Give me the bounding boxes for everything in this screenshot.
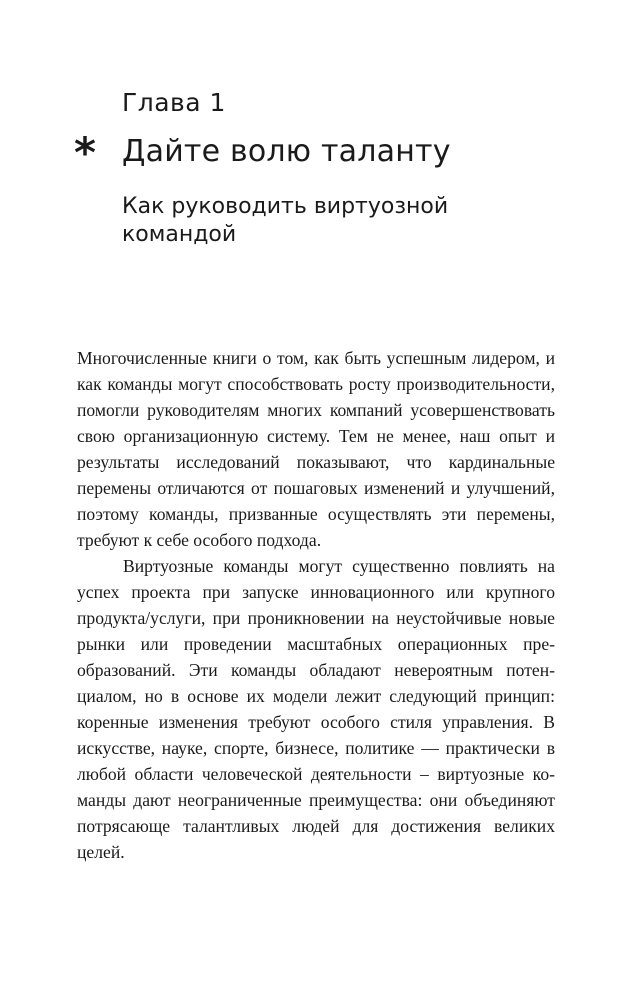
chapter-subtitle: [122, 193, 482, 249]
chapter-title: Дайте волю таланту: [122, 134, 451, 169]
paragraph-1: Многочисленные книги о том, как быть успешным лидером, и как команды могут способствовать росту производительности, помогли руководителям многих компаний усовершенствовать свою организационную систему. Тем не менее, наш опыт и результаты исследований показывают, что кардинальные перемены отличаются от пошаговых изменений и улучшений, поэтому команды, призванные осуществлять эти перемены, требуют к себе особого подхода.: [77, 348, 555, 550]
chapter-number: Глава 1: [122, 88, 226, 117]
chapter-subtitle-line-2: командой: [122, 222, 237, 247]
paragraph-2: Виртуозные команды могут существенно повлиять на успех проекта при запуске инновационного или крупного продукта/услуги, при проникновении на неустойчивые новые рынки или проведении масштабных операционных преобразований. Эти команды обладают невероятным потенциалом, но в основе их модели лежит следующий принцип: коренные изменения требуют особого стиля управления. В искусстве, науке, спорте, бизнесе, политике — практически в любой области человеческой деятельности – виртуозные команды дают неограниченные преимущества: они объединяют потрясающе талантливых людей для достижения великих целей.: [77, 556, 555, 862]
body-text: [77, 345, 555, 865]
asterisk-icon: *: [74, 128, 96, 177]
chapter-subtitle-line-1: Как руководить виртуозной: [122, 194, 449, 219]
